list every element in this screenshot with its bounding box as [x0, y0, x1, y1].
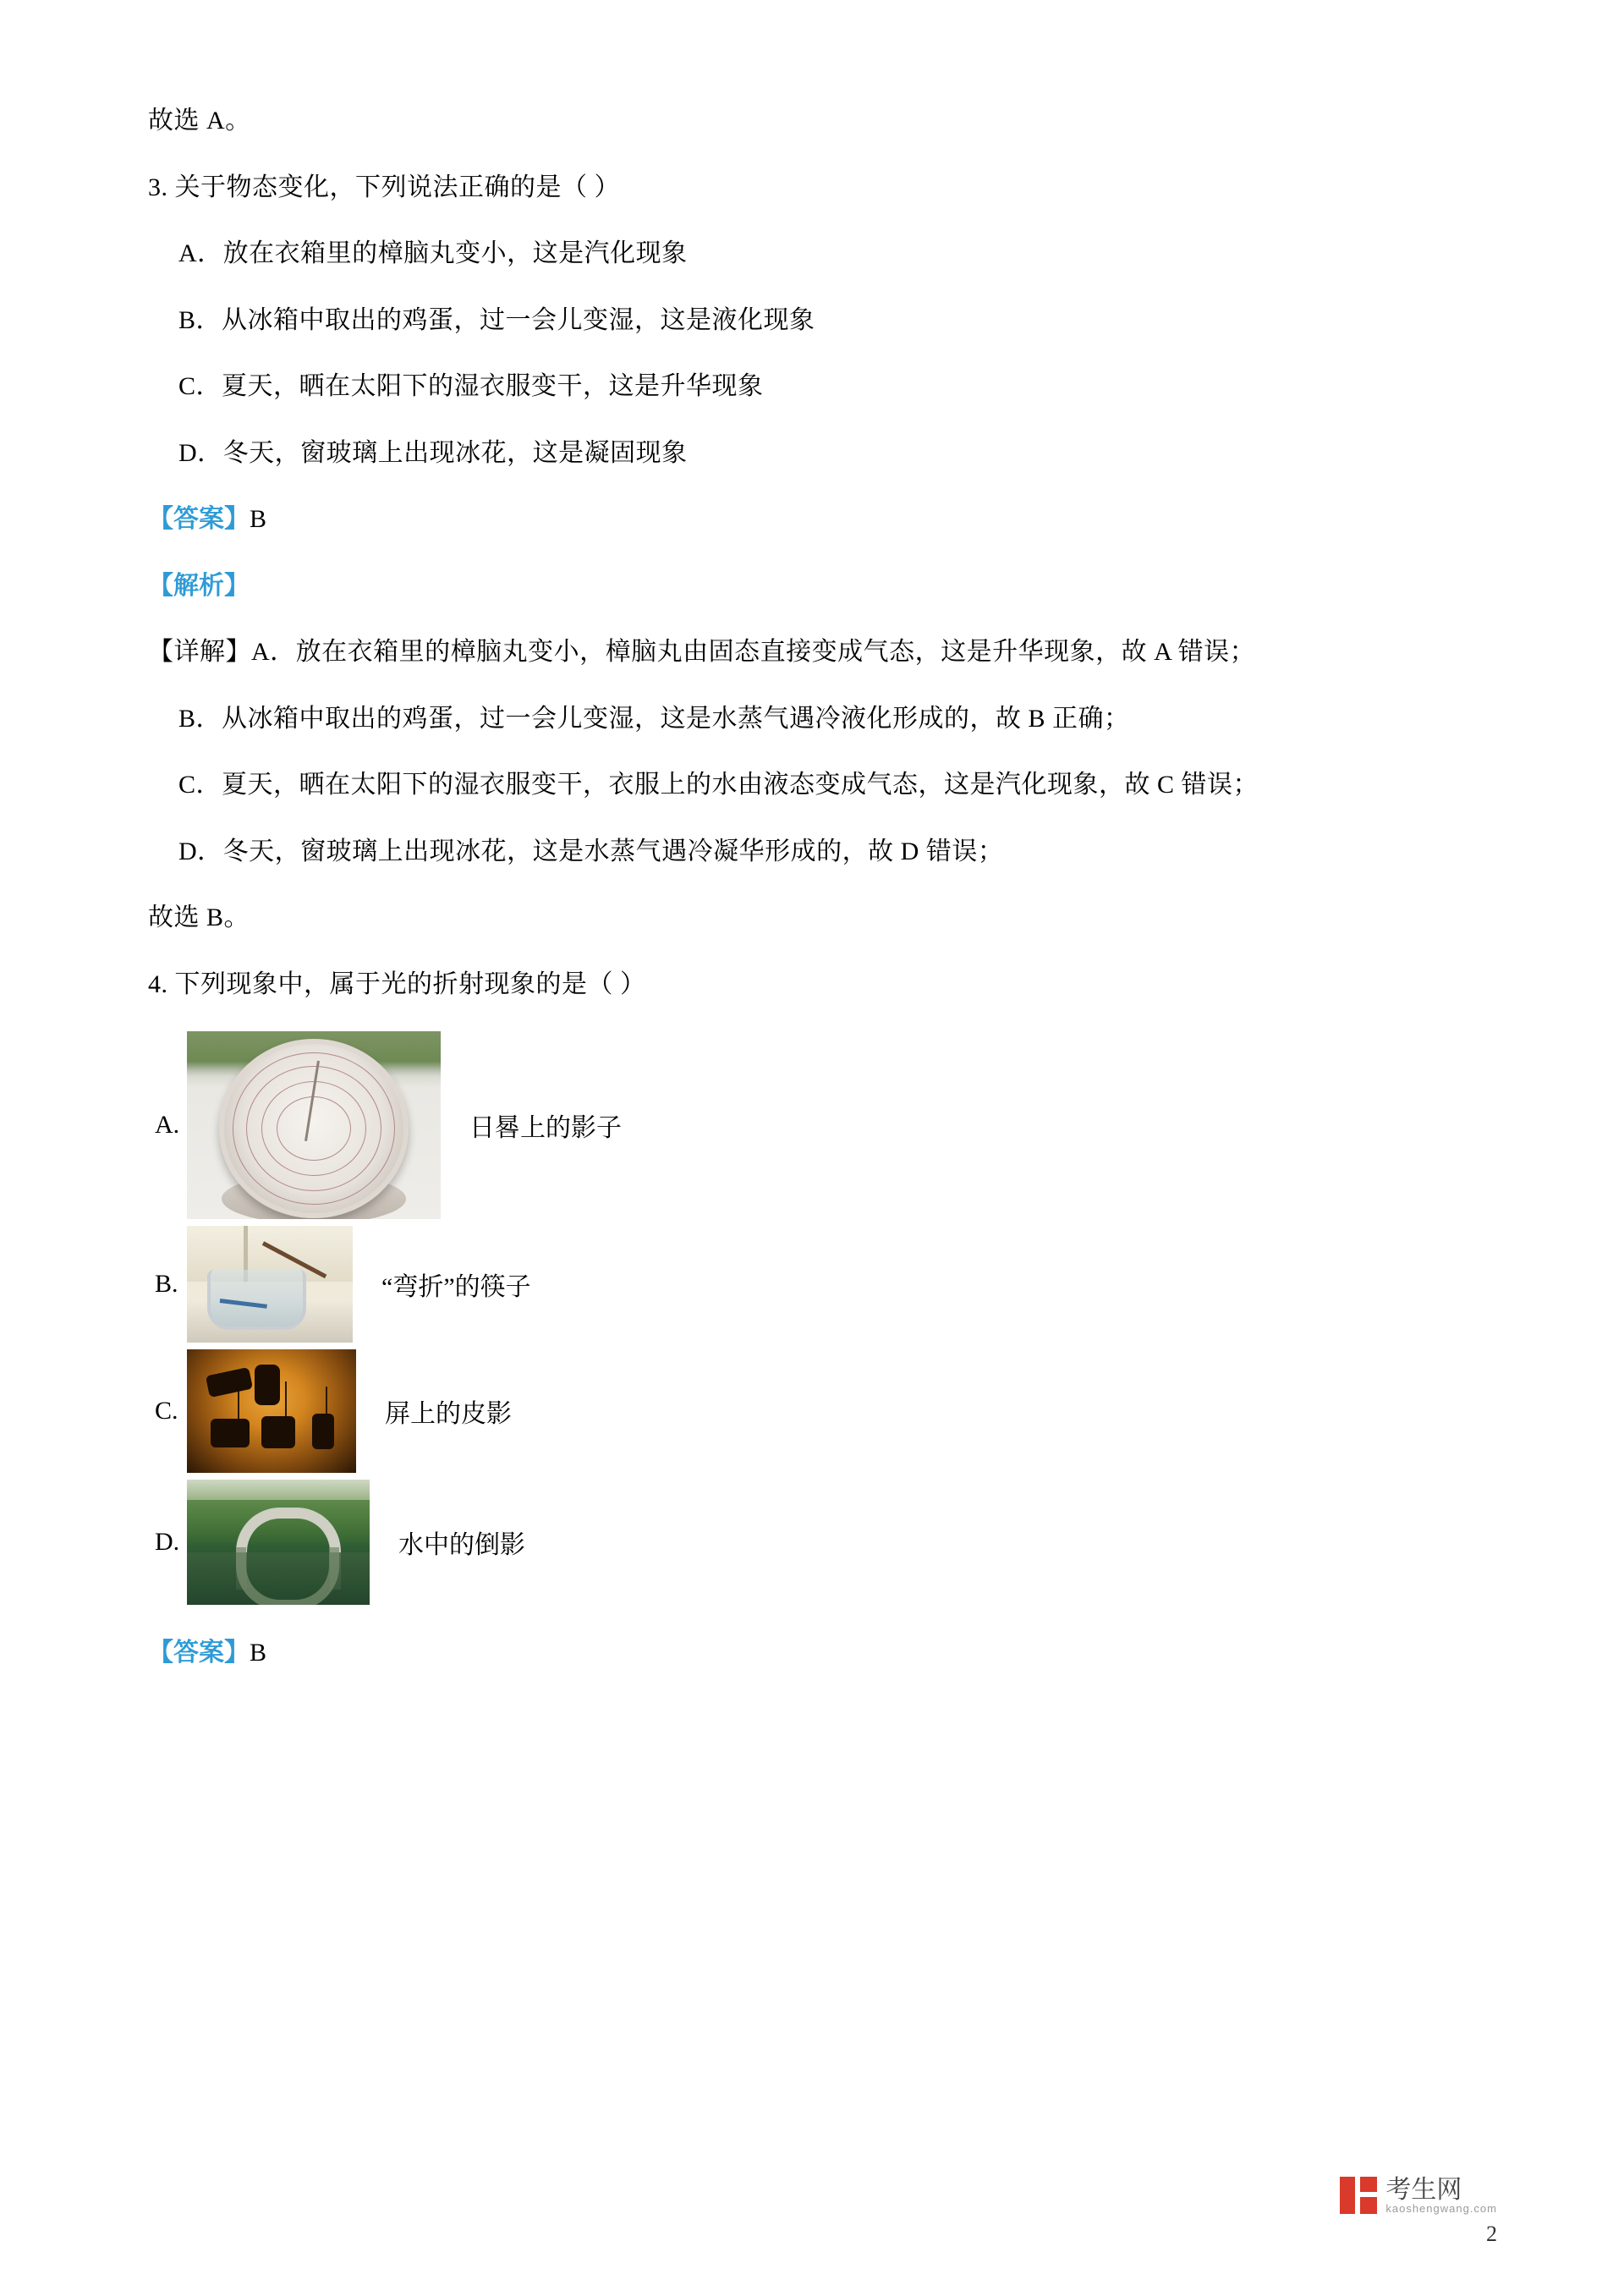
question-4-option-b — [148, 1226, 1468, 1343]
answer-label: 【答案】 — [148, 1639, 250, 1667]
question-3-explanation-line: 【详解】A．放在衣箱里的樟脑丸变小，樟脑丸由固态直接变成气态，这是升华现象，故 A 错误； — [148, 638, 1256, 666]
chopstick-in-water-photo — [187, 1226, 353, 1343]
answer-value: B — [250, 1639, 267, 1667]
watermark-logo-icon — [1340, 2177, 1377, 2214]
answer-value: B — [250, 505, 267, 533]
question-3-analysis-label — [148, 567, 1468, 607]
question-4-option-a — [148, 1031, 1468, 1219]
option-letter: B. — [155, 1270, 178, 1298]
question-3-explanation-line: C．夏天，晒在太阳下的湿衣服变干，衣服上的水由液态变成气态，这是汽化现象，故 C 错误； — [178, 771, 1259, 799]
watermark-subtitle: kaoshengwang.com — [1385, 2202, 1497, 2216]
question-3-option-b: B．从冰箱中取出的鸡蛋，过一会儿变湿，这是液化现象 — [178, 305, 815, 334]
option-caption: 日晷上的影子 — [469, 1114, 622, 1142]
question-3-answer — [148, 500, 1468, 540]
question-4-options — [148, 1031, 1468, 1605]
page-number: 2 — [1486, 2222, 1497, 2246]
question-3-explanation-line: B．从冰箱中取出的鸡蛋，过一会儿变湿，这是水蒸气遇冷液化形成的，故 B 正确； — [178, 704, 1130, 733]
question-3-option-a: A．放在衣箱里的樟脑丸变小，这是汽化现象 — [178, 239, 688, 267]
question-4-answer — [148, 1634, 1468, 1673]
option-caption: “弯折”的筷子 — [381, 1273, 531, 1301]
text-line: 故选 A。 — [148, 107, 251, 135]
option-letter: A. — [155, 1111, 180, 1139]
option-caption: 水中的倒影 — [398, 1531, 525, 1559]
analysis-label: 【解析】 — [148, 571, 250, 600]
question-4-option-c — [148, 1349, 1468, 1473]
watermark-title: 考生网 — [1385, 2175, 1462, 2204]
sundial-photo — [187, 1031, 441, 1219]
shadow-puppet-photo — [187, 1349, 356, 1473]
question-3-option-d: D．冬天，窗玻璃上出现冰花，这是凝固现象 — [178, 438, 688, 467]
answer-label: 【答案】 — [148, 505, 250, 533]
question-3-option-c: C．夏天，晒在太阳下的湿衣服变干，这是升华现象 — [178, 372, 764, 400]
question-3-stem: 3. 关于物态变化，下列说法正确的是（ ） — [148, 173, 620, 201]
bridge-reflection-photo — [187, 1480, 370, 1605]
watermark — [1340, 2177, 1497, 2215]
option-caption: 屏上的皮影 — [385, 1400, 512, 1428]
question-3-conclusion: 故选 B。 — [148, 904, 250, 931]
question-4-stem: 4. 下列现象中，属于光的折射现象的是（ ） — [148, 969, 646, 998]
option-letter: D. — [155, 1528, 180, 1556]
question-3-explanation-line: D．冬天，窗玻璃上出现冰花，这是水蒸气遇冷凝华形成的，故 D 错误； — [178, 837, 1004, 865]
question-4-option-d — [148, 1480, 1468, 1605]
option-letter: C. — [155, 1397, 178, 1425]
